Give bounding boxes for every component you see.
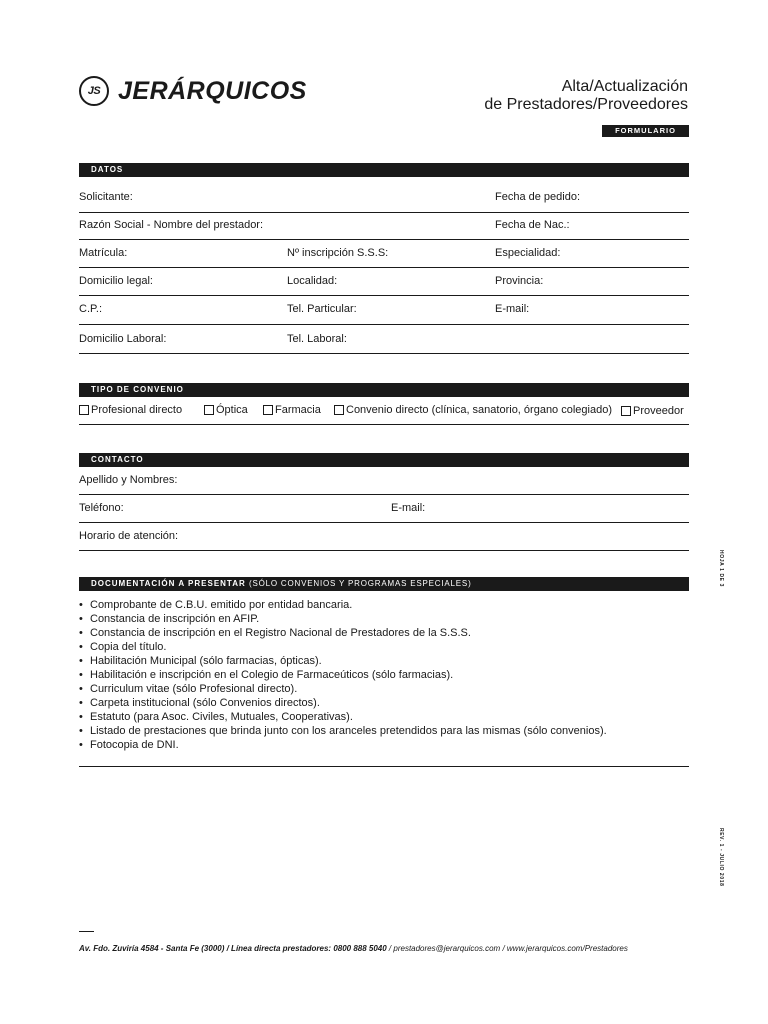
section-documentacion-header [79,577,689,591]
field-razon-social[interactable]: Razón Social - Nombre del prestador: [79,219,264,231]
list-item: • Fotocopia de DNI. [79,738,607,752]
checkbox-label: Profesional directo [91,404,183,416]
field-fecha-nac[interactable]: Fecha de Nac.: [495,219,570,231]
company-logo [79,76,307,106]
list-item: • Curriculum vitae (sólo Profesional directo). [79,682,607,696]
footer-web-link[interactable]: www.jerarquicos.com/Prestadores [506,944,628,953]
checkbox-label: Convenio directo (clínica, sanatorio, órgano colegiado) [346,404,612,416]
list-item: • Listado de prestaciones que brinda junto con los aranceles pretendidos para las mismas (sólo convenios). [79,724,607,738]
list-item: • Habilitación Municipal (sólo farmacias, ópticas). [79,654,607,668]
documentacion-list [79,598,607,752]
form-tag: FORMULARIO [602,125,689,137]
checkbox-icon [621,406,631,416]
list-item: • Estatuto (para Asoc. Civiles, Mutuales, Cooperativas). [79,710,607,724]
section-documentacion-title: DOCUMENTACIÓN A PRESENTAR [91,579,246,588]
section-tipo-convenio-header: TIPO DE CONVENIO [79,383,689,397]
field-divider [79,295,689,296]
field-tel-particular[interactable]: Tel. Particular: [287,303,357,315]
field-telefono[interactable]: Teléfono: [79,502,124,514]
list-item: • Constancia de inscripción en el Registro Nacional de Prestadores de la S.S.S. [79,626,607,640]
field-divider [79,522,689,523]
field-divider [79,550,689,551]
footer [79,944,628,953]
list-item: • Comprobante de C.B.U. emitido por entidad bancaria. [79,598,607,612]
footer-mark [79,931,94,932]
section-contacto-header: CONTACTO [79,453,689,467]
field-solicitante[interactable]: Solicitante: [79,191,133,203]
section-datos-header: DATOS [79,163,689,177]
footer-address: Av. Fdo. Zuviría 4584 - Santa Fe (3000) / Línea directa prestadores: 0800 888 5040 [79,944,387,953]
field-domicilio-legal[interactable]: Domicilio legal: [79,275,153,287]
field-localidad[interactable]: Localidad: [287,275,338,287]
checkbox-label: Óptica [216,404,248,416]
list-item: • Copia del título. [79,640,607,654]
section-divider [79,424,689,425]
field-apellido-nombres[interactable]: Apellido y Nombres: [79,474,178,486]
form-title-line1: Alta/Actualización [561,78,688,95]
checkbox-optica[interactable] [204,403,248,417]
revision-label: REV. 1 - JULIO 2018 [718,828,724,887]
field-provincia[interactable]: Provincia: [495,275,544,287]
checkbox-profesional-directo[interactable] [79,403,182,417]
field-tel-laboral[interactable]: Tel. Laboral: [287,333,347,345]
footer-separator: / [500,944,507,953]
field-contacto-email[interactable]: E-mail: [391,502,426,514]
checkbox-farmacia[interactable] [263,403,321,417]
checkbox-icon [79,405,89,415]
field-divider [79,324,689,325]
field-divider [79,212,689,213]
section-divider [79,766,689,767]
checkbox-convenio-directo[interactable] [334,403,612,417]
field-matricula[interactable]: Matrícula: [79,247,128,259]
checkbox-label: Proveedor [633,405,684,417]
checkbox-label: Farmacia [275,404,321,416]
field-especialidad[interactable]: Especialidad: [495,247,561,259]
list-item: • Habilitación e inscripción en el Colegio de Farmaceúticos (sólo farmacias). [79,668,607,682]
field-divider [79,494,689,495]
field-domicilio-laboral[interactable]: Domicilio Laboral: [79,333,167,345]
field-fecha-pedido[interactable]: Fecha de pedido: [495,191,581,203]
field-inscripcion-sss[interactable]: Nº inscripción S.S.S: [287,247,389,259]
field-horario[interactable]: Horario de atención: [79,530,179,542]
field-cp[interactable]: C.P.: [79,303,103,315]
field-divider [79,239,689,240]
checkbox-icon [334,405,344,415]
form-title [484,78,688,114]
page-number-label: HOJA 1 DE 3 [718,550,724,587]
logo-mark-icon: JS [79,76,109,106]
list-item: • Carpeta institucional (sólo Convenios directos). [79,696,607,710]
field-divider [79,267,689,268]
footer-email-link[interactable]: prestadores@jerarquicos.com [393,944,501,953]
section-documentacion-note: (SÓLO CONVENIOS Y PROGRAMAS ESPECIALES) [249,579,472,588]
checkbox-icon [263,405,273,415]
field-email[interactable]: E-mail: [495,303,530,315]
checkbox-icon [204,405,214,415]
field-divider [79,353,689,354]
footer-separator: / [386,944,394,953]
list-item: • Constancia de inscripción en AFIP. [79,612,607,626]
checkbox-proveedor[interactable] [621,404,684,418]
form-title-line2: de Prestadores/Proveedores [484,96,688,113]
logo-text: JERÁRQUICOS [118,76,307,105]
